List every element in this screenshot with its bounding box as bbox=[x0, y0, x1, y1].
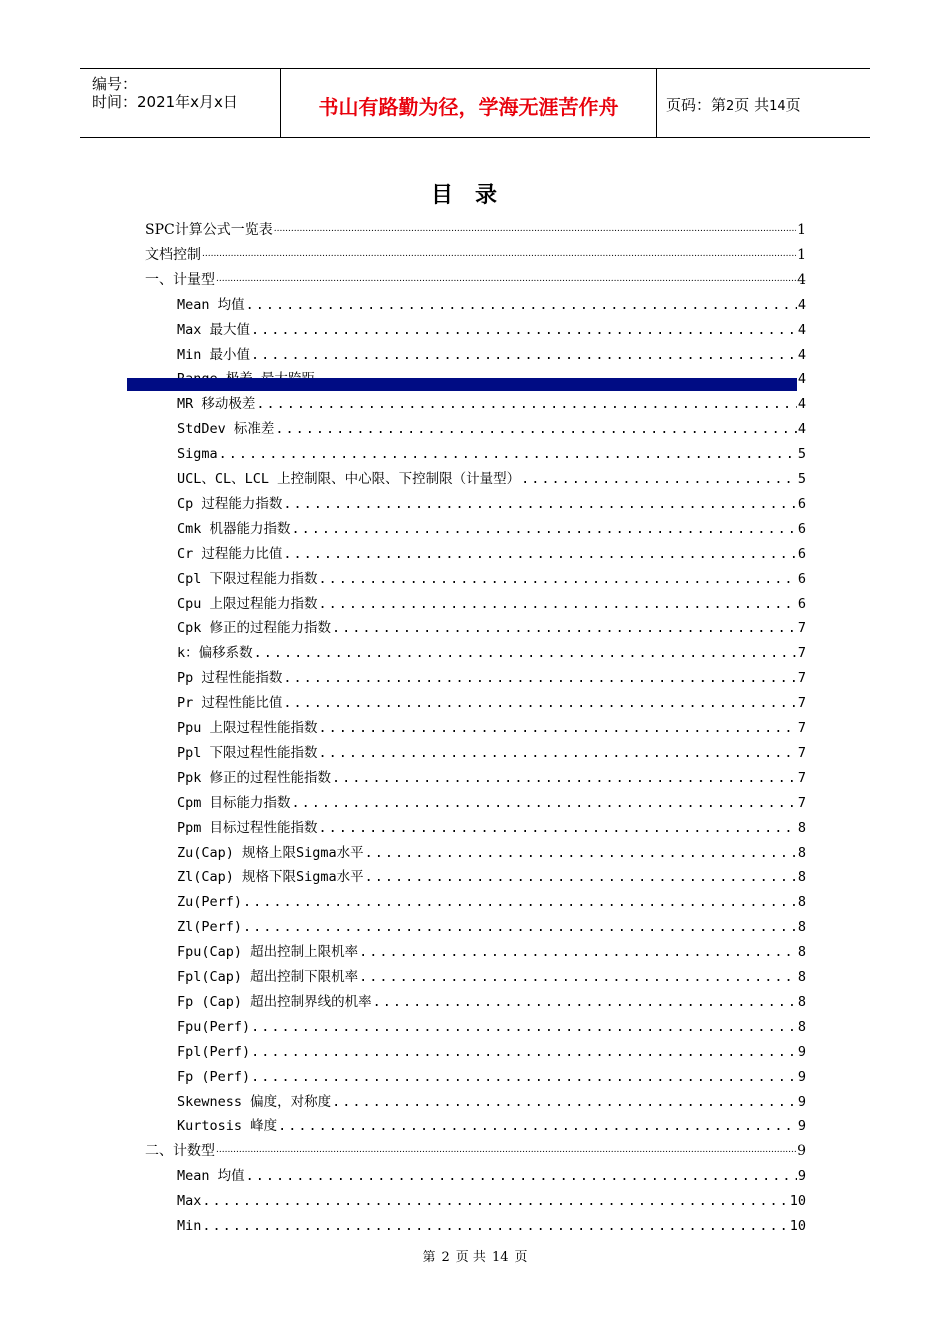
toc-entry-page: 8 bbox=[797, 869, 806, 886]
toc-entry[interactable] bbox=[177, 940, 806, 964]
footer-mid: 页 共 bbox=[455, 1250, 486, 1265]
toc-dot-leader bbox=[319, 592, 797, 616]
toc-dot-leader bbox=[359, 940, 797, 964]
toc-entry-page: 7 bbox=[797, 620, 806, 637]
toc-entry-title: Fpu(Perf) bbox=[177, 1018, 251, 1035]
toc-entry-title: Fpl(Perf) bbox=[177, 1043, 251, 1060]
toc-entry-title: Cmk 机器能力指数 bbox=[177, 520, 291, 537]
toc-dot-leader bbox=[283, 666, 796, 690]
toc-entry-title: Zl(Cap) 规格下限Sigma水平 bbox=[177, 869, 364, 886]
toc-entry[interactable] bbox=[177, 1090, 806, 1114]
header-left-cell bbox=[80, 69, 280, 137]
toc-dot-leader bbox=[243, 915, 797, 939]
toc-entry-page: 7 bbox=[797, 695, 806, 712]
toc-entry-title: Max bbox=[177, 1193, 202, 1210]
toc-entry-title: Mean 均值 bbox=[177, 296, 245, 313]
page-footer bbox=[0, 1246, 950, 1265]
toc-dot-leader bbox=[219, 442, 797, 466]
toc-entry-title: Cpm 目标能力指数 bbox=[177, 794, 291, 811]
toc-entry-title: Zl(Perf) bbox=[177, 919, 243, 936]
toc-entry-title: Fp (Perf) bbox=[177, 1068, 251, 1085]
toc-entry-title: Fp (Cap) 超出控制界线的机率 bbox=[177, 993, 372, 1010]
toc-entry-page: 9 bbox=[797, 1168, 806, 1185]
toc-dot-leader bbox=[365, 841, 797, 865]
toc-entry-page: 6 bbox=[797, 595, 806, 612]
toc-entry[interactable] bbox=[177, 666, 806, 690]
footer-prefix: 第 bbox=[422, 1250, 436, 1265]
toc-dot-leader bbox=[359, 965, 797, 989]
page-suffix: 页 bbox=[785, 96, 801, 114]
toc-entry[interactable] bbox=[177, 442, 806, 466]
toc-dot-leader bbox=[202, 1189, 788, 1213]
toc-dot-leader bbox=[274, 218, 796, 242]
toc-dot-leader bbox=[319, 567, 797, 591]
toc-entry-title: Ppu 上限过程性能指数 bbox=[177, 720, 318, 736]
toc-entry[interactable] bbox=[145, 218, 806, 242]
toc-dot-leader bbox=[332, 1090, 797, 1114]
toc-dot-leader bbox=[256, 392, 796, 416]
time-label: 时间：2021年x月x日 bbox=[92, 93, 238, 111]
toc-entry-title: MR 移动极差 bbox=[177, 396, 256, 413]
toc-dot-leader bbox=[292, 517, 797, 541]
toc-entry-page: 7 bbox=[797, 670, 806, 687]
toc-dot-leader bbox=[319, 816, 797, 840]
toc-entry-title: 一、计量型 bbox=[145, 271, 215, 288]
toc-entry-page: 4 bbox=[797, 371, 806, 388]
toc-dot-leader bbox=[365, 865, 797, 889]
toc-entry[interactable] bbox=[177, 343, 806, 367]
toc-entry[interactable] bbox=[177, 567, 806, 591]
toc-entry[interactable] bbox=[177, 1065, 806, 1089]
footer-suffix: 页 bbox=[514, 1250, 528, 1265]
toc-entry[interactable] bbox=[177, 1214, 806, 1238]
document-header bbox=[80, 68, 870, 138]
toc-entry-page: 7 bbox=[797, 744, 806, 761]
toc-entry-page: 8 bbox=[797, 1018, 806, 1035]
toc-entry[interactable] bbox=[177, 1040, 806, 1064]
toc-entry[interactable] bbox=[145, 268, 806, 292]
toc-entry[interactable] bbox=[177, 865, 806, 889]
toc-entry-page: 9 bbox=[797, 1143, 806, 1160]
toc-entry[interactable] bbox=[177, 766, 806, 790]
toc-dot-leader bbox=[251, 1065, 797, 1089]
toc-entry-page: 4 bbox=[797, 296, 806, 313]
toc-entry-page: 6 bbox=[797, 520, 806, 537]
toc-entry-title: Sigma bbox=[177, 446, 218, 463]
toc-entry[interactable] bbox=[177, 517, 806, 541]
toc-entry[interactable] bbox=[177, 1189, 806, 1213]
toc-entry-page: 9 bbox=[797, 1043, 806, 1060]
toc-entry-page: 10 bbox=[789, 1218, 806, 1234]
toc-dot-leader bbox=[251, 318, 797, 342]
number-label: 编号： bbox=[92, 75, 138, 93]
toc-entry-page: 5 bbox=[797, 446, 806, 463]
motto-text: 书山有路勤为径，学海无涯苦作舟 bbox=[318, 95, 619, 119]
toc-dot-leader bbox=[319, 716, 797, 740]
header-page-cell bbox=[656, 69, 870, 137]
toc-entry[interactable] bbox=[177, 492, 806, 516]
toc-dot-leader bbox=[283, 691, 796, 715]
toc-dot-leader bbox=[332, 766, 797, 790]
page-current: 2 bbox=[726, 99, 735, 114]
toc-entry-page: 9 bbox=[797, 1068, 806, 1085]
toc-entry[interactable] bbox=[177, 965, 806, 989]
toc-entry-page: 7 bbox=[797, 645, 806, 662]
toc-entry[interactable] bbox=[177, 741, 806, 765]
toc-entry[interactable] bbox=[145, 1139, 806, 1163]
toc-dot-leader bbox=[332, 616, 797, 640]
page-title: 目录 bbox=[430, 183, 519, 208]
page-prefix: 页码：第 bbox=[666, 96, 727, 114]
toc-entry-title: StdDev 标准差 bbox=[177, 421, 275, 438]
toc-entry-page: 8 bbox=[797, 944, 806, 961]
toc-entry-page: 4 bbox=[797, 271, 806, 288]
toc-dot-leader bbox=[246, 293, 797, 317]
toc-entry-title: Fpl(Cap) 超出控制下限机率 bbox=[177, 969, 359, 985]
toc-entry-page: 6 bbox=[797, 545, 806, 562]
toc-entry-page: 4 bbox=[797, 346, 806, 363]
toc-entry-title: Mean 均值 bbox=[177, 1168, 245, 1185]
toc-dot-leader bbox=[216, 268, 796, 292]
toc-dot-leader bbox=[246, 1164, 797, 1188]
toc-entry-title: Cpu 上限过程能力指数 bbox=[177, 595, 318, 612]
toc-entry-page: 1 bbox=[797, 222, 806, 238]
toc-dot-leader bbox=[275, 417, 796, 441]
toc-entry-page: 4 bbox=[797, 321, 806, 338]
toc-entry-title: Cr 过程能力比值 bbox=[177, 545, 283, 562]
toc-entry-page: 8 bbox=[797, 844, 806, 861]
toc-entry[interactable] bbox=[177, 1114, 806, 1138]
toc-entry-page: 8 bbox=[797, 919, 806, 936]
page-mid: 页 共 bbox=[734, 96, 770, 114]
toc-entry-title: Pr 过程性能比值 bbox=[177, 695, 283, 712]
toc-entry[interactable] bbox=[145, 243, 806, 267]
toc-entry-title: Kurtosis 峰度 bbox=[177, 1118, 278, 1135]
toc-entry-title: Min 最小值 bbox=[177, 346, 251, 363]
toc-entry[interactable] bbox=[177, 691, 806, 715]
highlight-bar bbox=[127, 378, 797, 391]
toc-dot-leader bbox=[283, 492, 796, 516]
toc-dot-leader bbox=[319, 741, 797, 765]
toc-dot-leader bbox=[278, 1114, 797, 1138]
toc-dot-leader bbox=[251, 1015, 797, 1039]
toc-entry[interactable] bbox=[177, 841, 806, 865]
toc-dot-leader bbox=[251, 343, 797, 367]
toc-entry-title: Zu(Perf) bbox=[177, 894, 243, 911]
toc-entry-page: 4 bbox=[797, 396, 806, 413]
toc-entry[interactable] bbox=[177, 542, 806, 566]
toc-entry-title: SPC计算公式一览表 bbox=[145, 222, 273, 238]
toc-entry-page: 9 bbox=[797, 1093, 806, 1110]
toc-entry[interactable] bbox=[177, 467, 806, 491]
toc-dot-leader bbox=[202, 243, 796, 267]
toc-entry-title: Ppm 目标过程性能指数 bbox=[177, 819, 318, 836]
toc-entry[interactable] bbox=[177, 890, 806, 914]
toc-entry-title: Cpk 修正的过程能力指数 bbox=[177, 620, 332, 637]
toc-dot-leader bbox=[251, 1040, 797, 1064]
toc-entry-page: 1 bbox=[797, 246, 806, 263]
toc-entry-page: 10 bbox=[789, 1193, 806, 1210]
toc-entry[interactable] bbox=[177, 1015, 806, 1039]
toc-entry-title: Ppl 下限过程性能指数 bbox=[177, 744, 318, 761]
toc-entry-title: UCL、CL、LCL 上控制限、中心限、下控制限（计量型） bbox=[177, 471, 521, 487]
footer-total: 14 bbox=[491, 1250, 509, 1265]
toc-entry[interactable] bbox=[177, 1164, 806, 1188]
toc-entry[interactable] bbox=[177, 990, 806, 1014]
toc-entry-title: Max 最大值 bbox=[177, 321, 251, 338]
toc-dot-leader bbox=[373, 990, 797, 1014]
toc-entry-page: 6 bbox=[797, 495, 806, 512]
toc-entry-page: 9 bbox=[797, 1118, 806, 1135]
toc-entry-page: 6 bbox=[797, 570, 806, 587]
toc-entry[interactable] bbox=[177, 716, 806, 740]
toc-entry-title: 文档控制 bbox=[145, 246, 201, 263]
toc-dot-leader bbox=[292, 791, 797, 815]
footer-current: 2 bbox=[441, 1250, 450, 1265]
toc-entry-title: Min bbox=[177, 1218, 202, 1234]
toc-entry[interactable] bbox=[177, 616, 806, 640]
toc-entry[interactable] bbox=[177, 293, 806, 317]
toc-entry-page: 4 bbox=[797, 421, 806, 438]
toc-entry-page: 7 bbox=[797, 720, 806, 736]
toc-entry[interactable] bbox=[177, 816, 806, 840]
toc-entry-page: 8 bbox=[797, 819, 806, 836]
toc-dot-leader bbox=[202, 1214, 788, 1238]
toc-entry-page: 8 bbox=[797, 993, 806, 1010]
toc-entry[interactable] bbox=[177, 641, 806, 665]
toc-entry-title: Skewness 偏度，对称度 bbox=[177, 1093, 332, 1110]
toc-entry[interactable] bbox=[177, 392, 806, 416]
toc-entry[interactable] bbox=[177, 417, 806, 441]
toc-entry-page: 5 bbox=[797, 471, 806, 487]
toc-entry[interactable] bbox=[177, 791, 806, 815]
toc-entry-page: 7 bbox=[797, 769, 806, 786]
toc-entry-title: Ppk 修正的过程性能指数 bbox=[177, 769, 332, 786]
toc-entry-page: 8 bbox=[797, 969, 806, 985]
toc-entry-page: 7 bbox=[797, 794, 806, 811]
header-page-info bbox=[666, 94, 801, 115]
toc-dot-leader bbox=[283, 542, 796, 566]
toc-entry[interactable] bbox=[177, 915, 806, 939]
header-motto-cell bbox=[280, 69, 657, 137]
toc-entry[interactable] bbox=[177, 318, 806, 342]
toc-entry-title: Cp 过程能力指数 bbox=[177, 495, 283, 512]
toc-entry-title: Cpl 下限过程能力指数 bbox=[177, 570, 318, 587]
toc-entry[interactable] bbox=[177, 592, 806, 616]
toc-entry-page: 8 bbox=[797, 894, 806, 911]
toc-dot-leader bbox=[243, 890, 797, 914]
toc-entry-title: Fpu(Cap) 超出控制上限机率 bbox=[177, 944, 359, 961]
toc-dot-leader bbox=[521, 467, 797, 491]
toc-entry-title: Pp 过程性能指数 bbox=[177, 670, 283, 687]
toc-entry-title: Zu(Cap) 规格上限Sigma水平 bbox=[177, 844, 364, 861]
page-total: 14 bbox=[769, 99, 786, 114]
toc-entry-title: k：偏移系数 bbox=[177, 645, 253, 662]
toc-dot-leader bbox=[254, 641, 797, 665]
toc-entry-title: 二、计数型 bbox=[145, 1143, 215, 1160]
toc-dot-leader bbox=[216, 1139, 796, 1163]
